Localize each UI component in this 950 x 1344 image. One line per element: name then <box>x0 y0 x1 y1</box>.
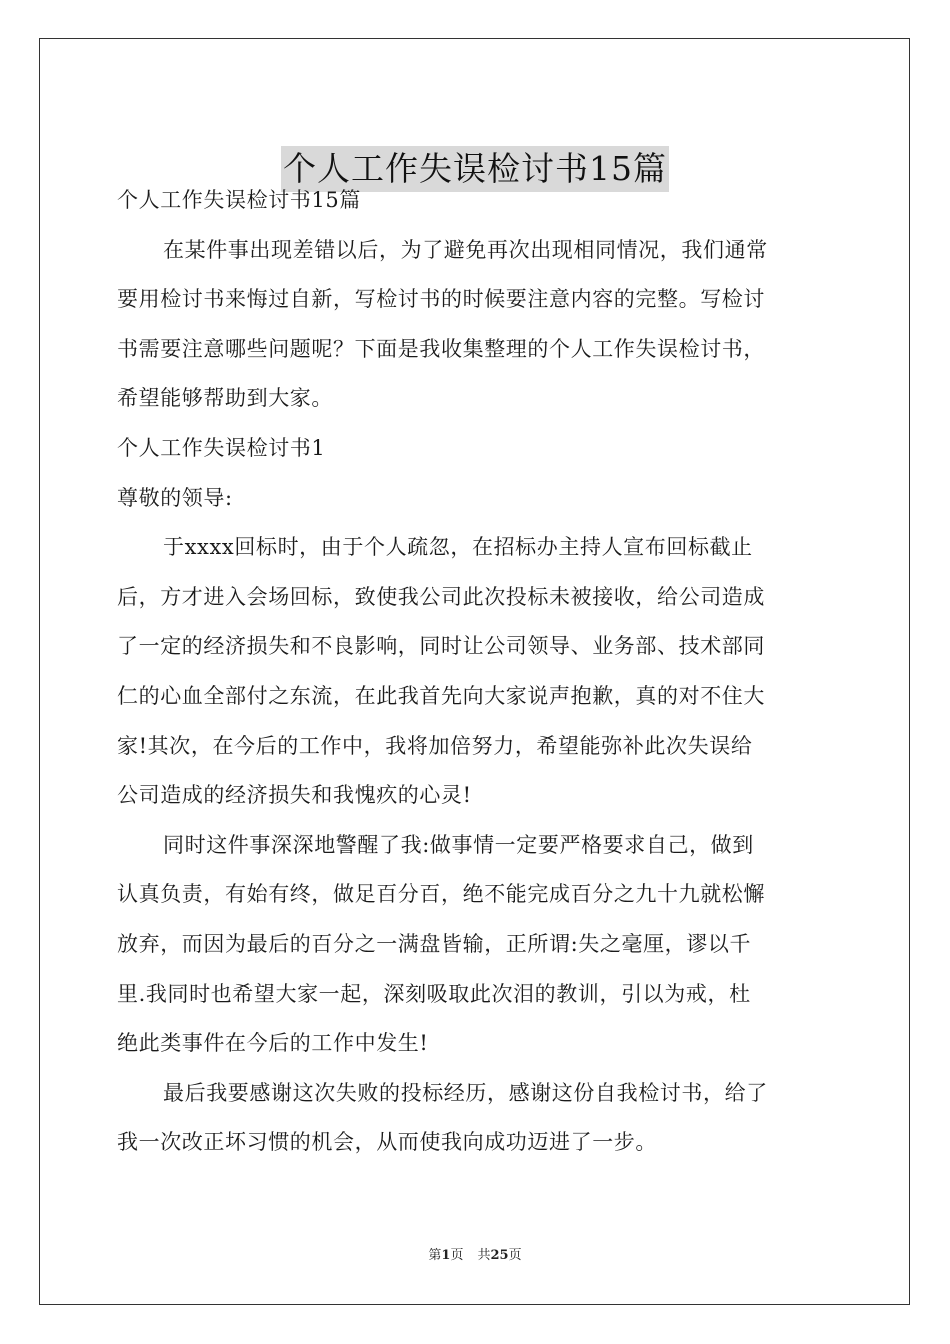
text-line: 最后我要感谢这次失败的投标经历，感谢这份自我检讨书，给了 <box>163 1080 768 1105</box>
total-prefix: 共 <box>477 1248 491 1263</box>
page-prefix: 第 <box>428 1248 442 1263</box>
text-line: 绝此类事件在今后的工作中发生! <box>117 1031 429 1056</box>
text-line: 于xxxx回标时，由于个人疏忽，在招标办主持人宣布回标截止 <box>163 535 753 560</box>
text-line: 了一定的经济损失和不良影响，同时让公司领导、业务部、技术部同 <box>117 634 765 659</box>
text-line: 希望能够帮助到大家。 <box>117 386 333 411</box>
total-suffix: 页 <box>508 1248 522 1263</box>
text-line: 我一次改正坏习惯的机会，从而使我向成功迈进了一步。 <box>117 1130 657 1155</box>
text-line: 认真负责，有始有终，做足百分百，绝不能完成百分之九十九就松懈 <box>117 882 765 907</box>
text-line: 仁的心血全部付之东流，在此我首先向大家说声抱歉，真的对不住大 <box>117 683 765 708</box>
text-line: 同时这件事深深地警醒了我:做事情一定要严格要求自己，做到 <box>163 832 754 857</box>
text-line: 个人工作失误检讨书15篇 <box>117 188 361 212</box>
total-pages: 25 <box>490 1248 509 1263</box>
text-line: 在某件事出现差错以后，为了避免再次出现相同情况，我们通常 <box>163 237 768 262</box>
text-line: 家!其次，在今后的工作中，我将加倍努力，希望能弥补此次失误给 <box>117 733 753 758</box>
text-line: 书需要注意哪些问题呢？下面是我收集整理的个人工作失误检讨书， <box>117 336 765 361</box>
page-number: 1 <box>441 1248 451 1263</box>
text-line: 公司造成的经济损失和我愧疚的心灵! <box>117 783 472 808</box>
page-suffix: 页 <box>450 1248 464 1263</box>
document-body <box>117 176 835 1168</box>
text-line: 里.我同时也希望大家一起，深刻吸取此次泪的教训，引以为戒，杜 <box>117 981 751 1006</box>
page-footer <box>0 1247 950 1265</box>
text-line: 尊敬的领导: <box>117 485 233 510</box>
document-title: 个人工作失误检讨书15篇 <box>281 146 669 192</box>
text-line: 后，方才进入会场回标，致使我公司此次投标未被接收，给公司造成 <box>117 584 765 609</box>
text-line: 个人工作失误检讨书1 <box>117 435 326 460</box>
text-line: 要用检讨书来悔过自新，写检讨书的时候要注意内容的完整。写检讨 <box>117 287 765 312</box>
text-line: 放弃，而因为最后的百分之一满盘皆输，正所谓:失之毫厘，谬以千 <box>117 931 752 956</box>
